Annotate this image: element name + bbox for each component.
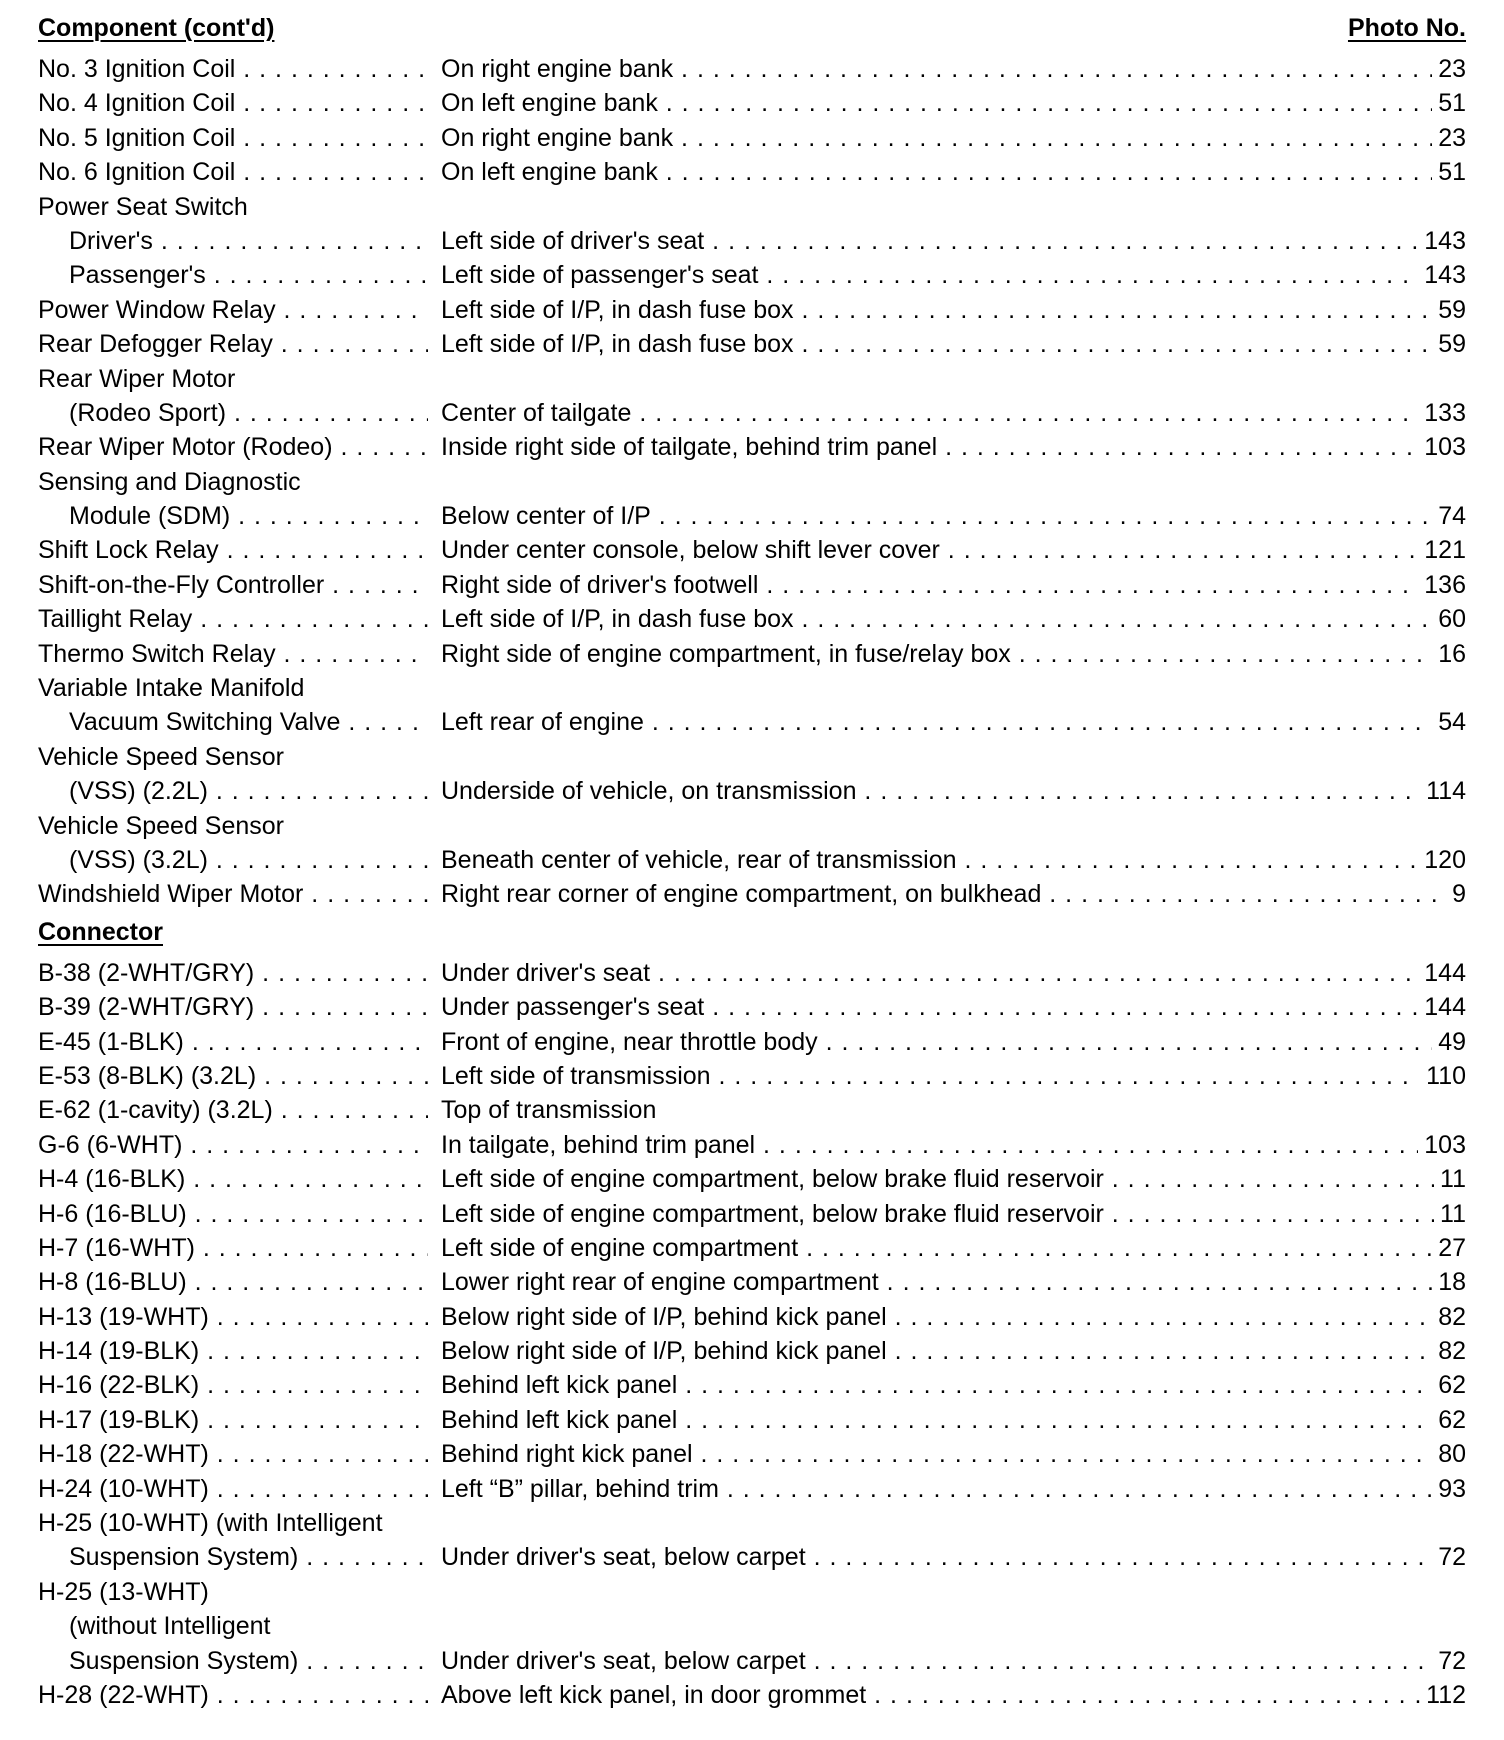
photo-number: 11	[1434, 1197, 1466, 1231]
connector-row	[38, 956, 1466, 990]
photo-number: 9	[1446, 877, 1466, 911]
connector-row	[38, 1575, 1466, 1609]
connector-list	[38, 956, 1466, 1713]
item-location: Behind left kick panel . . .	[441, 1403, 1466, 1437]
item-location: Left side of engine compartment, below brake fluid reservoir . . .	[441, 1162, 1466, 1196]
component-row	[38, 224, 1466, 258]
item-name: (Rodeo Sport) . . .	[69, 396, 428, 430]
item-location: Left side of engine compartment, below brake fluid reservoir . . .	[441, 1197, 1466, 1231]
item-name: Rear Wiper Motor	[38, 364, 236, 393]
item-location: Left “B” pillar, behind trim . . .	[441, 1472, 1466, 1506]
photo-number: 23	[1432, 52, 1466, 86]
item-name: H-4 (16-BLK) . . .	[38, 1162, 428, 1196]
item-name: Suspension System) . . .	[69, 1644, 428, 1678]
item-location: On right engine bank . . .	[441, 121, 1466, 155]
photo-number: 51	[1432, 155, 1466, 189]
connector-row	[38, 1609, 1466, 1643]
photo-number: 121	[1418, 533, 1466, 567]
item-name: Shift-on-the-Fly Controller . . .	[38, 568, 428, 602]
item-name: H-8 (16-BLU) . . .	[38, 1265, 428, 1299]
photo-number: 110	[1420, 1059, 1466, 1093]
photo-number: 136	[1418, 568, 1466, 602]
item-location: Left side of I/P, in dash fuse box . . .	[441, 602, 1466, 636]
item-location: Under center console, below shift lever cover . . .	[441, 533, 1466, 567]
item-location: In tailgate, behind trim panel . . .	[441, 1128, 1466, 1162]
component-row	[38, 258, 1466, 292]
photo-number: 62	[1432, 1403, 1466, 1437]
table-header	[38, 14, 1466, 52]
component-row	[38, 568, 1466, 602]
document-page	[38, 14, 1466, 1712]
connector-row	[38, 1300, 1466, 1334]
item-name: B-38 (2-WHT/GRY) . . .	[38, 956, 428, 990]
photo-number: 60	[1432, 602, 1466, 636]
photo-number: 54	[1432, 705, 1466, 739]
connector-row	[38, 1197, 1466, 1231]
connector-row	[38, 1368, 1466, 1402]
photo-number: 143	[1418, 258, 1466, 292]
item-location: Underside of vehicle, on transmission . . .	[441, 774, 1466, 808]
connector-heading: Connector	[38, 917, 163, 946]
item-name: Variable Intake Manifold	[38, 674, 305, 703]
item-name: H-13 (19-WHT) . . .	[38, 1300, 428, 1334]
item-name: Windshield Wiper Motor . . .	[38, 877, 428, 911]
photo-number: 27	[1432, 1231, 1466, 1265]
component-row	[38, 809, 1466, 843]
photo-number: 59	[1432, 293, 1466, 327]
item-location: Left rear of engine . . .	[441, 705, 1466, 739]
item-location: Top of transmission	[441, 1096, 657, 1125]
item-name: H-28 (22-WHT) . . .	[38, 1678, 428, 1712]
component-row	[38, 465, 1466, 499]
photo-number: 72	[1432, 1540, 1466, 1574]
item-name: Rear Defogger Relay . . .	[38, 327, 428, 361]
item-location: Left side of driver's seat . . .	[441, 224, 1466, 258]
item-location: On left engine bank . . .	[441, 86, 1466, 120]
item-name: Power Window Relay . . .	[38, 293, 428, 327]
item-location: Lower right rear of engine compartment . . .	[441, 1265, 1466, 1299]
item-location: Beneath center of vehicle, rear of transmission . . .	[441, 843, 1466, 877]
component-row	[38, 877, 1466, 911]
item-name: Sensing and Diagnostic	[38, 467, 301, 496]
item-location: Below right side of I/P, behind kick panel . . .	[441, 1334, 1466, 1368]
item-location: Front of engine, near throttle body . . .	[441, 1025, 1466, 1059]
photo-number: 144	[1418, 956, 1466, 990]
component-row	[38, 327, 1466, 361]
item-name: H-16 (22-BLK) . . .	[38, 1368, 428, 1402]
connector-row	[38, 1506, 1466, 1540]
item-name: No. 3 Ignition Coil . . .	[38, 52, 428, 86]
photo-number: 72	[1432, 1644, 1466, 1678]
item-name: Vehicle Speed Sensor	[38, 742, 285, 771]
item-name: Vacuum Switching Valve . . .	[69, 705, 428, 739]
component-row	[38, 533, 1466, 567]
item-location: Right rear corner of engine compartment, on bulkhead . . .	[441, 877, 1466, 911]
item-name: H-24 (10-WHT) . . .	[38, 1472, 428, 1506]
item-name: Vehicle Speed Sensor	[38, 811, 285, 840]
photo-number: 103	[1418, 430, 1466, 464]
item-name: H-25 (13-WHT)	[38, 1577, 209, 1606]
connector-row	[38, 1265, 1466, 1299]
item-name: H-25 (10-WHT) (with Intelligent	[38, 1509, 383, 1538]
item-name: Module (SDM) . . .	[69, 499, 428, 533]
item-location: Left side of I/P, in dash fuse box . . .	[441, 327, 1466, 361]
item-name: H-14 (19-BLK) . . .	[38, 1334, 428, 1368]
item-name: Rear Wiper Motor (Rodeo) . . .	[38, 430, 428, 464]
photo-number: 143	[1418, 224, 1466, 258]
photo-number: 144	[1418, 990, 1466, 1024]
component-row	[38, 843, 1466, 877]
item-location: Right side of engine compartment, in fuse/relay box . . .	[441, 637, 1466, 671]
item-name: E-53 (8-BLK) (3.2L) . . .	[38, 1059, 428, 1093]
component-row	[38, 396, 1466, 430]
photo-number: 114	[1420, 774, 1466, 808]
component-row	[38, 637, 1466, 671]
photo-number: 80	[1432, 1437, 1466, 1471]
photo-number: 120	[1418, 843, 1466, 877]
item-name: Thermo Switch Relay . . .	[38, 637, 428, 671]
connector-row	[38, 1403, 1466, 1437]
item-name: (VSS) (3.2L) . . .	[69, 843, 428, 877]
connector-row	[38, 1059, 1466, 1093]
component-row	[38, 740, 1466, 774]
component-row	[38, 671, 1466, 705]
component-row	[38, 362, 1466, 396]
item-name: (without Intelligent	[69, 1612, 271, 1641]
item-name: No. 5 Ignition Coil . . .	[38, 121, 428, 155]
connector-row	[38, 1231, 1466, 1265]
item-name: Taillight Relay . . .	[38, 602, 428, 636]
photo-number: 74	[1432, 499, 1466, 533]
item-name: (VSS) (2.2L) . . .	[69, 774, 428, 808]
item-location: Below center of I/P . . .	[441, 499, 1466, 533]
item-location: Under driver's seat, below carpet . . .	[441, 1644, 1466, 1678]
connector-row	[38, 1025, 1466, 1059]
item-location: Above left kick panel, in door grommet . . .	[441, 1678, 1466, 1712]
connector-row	[38, 1162, 1466, 1196]
item-location: Behind right kick panel . . .	[441, 1437, 1466, 1471]
connector-row	[38, 1128, 1466, 1162]
component-row	[38, 86, 1466, 120]
item-location: On left engine bank . . .	[441, 155, 1466, 189]
component-row	[38, 774, 1466, 808]
connector-row	[38, 1540, 1466, 1574]
item-name: H-6 (16-BLU) . . .	[38, 1197, 428, 1231]
connector-row	[38, 1678, 1466, 1712]
item-name: B-39 (2-WHT/GRY) . . .	[38, 990, 428, 1024]
photo-number: 16	[1432, 637, 1466, 671]
item-location: Left side of transmission . . .	[441, 1059, 1466, 1093]
component-row	[38, 155, 1466, 189]
component-row	[38, 121, 1466, 155]
connector-section-title	[38, 918, 1466, 956]
photo-number: 112	[1420, 1678, 1466, 1712]
connector-row	[38, 1334, 1466, 1368]
item-name: H-17 (19-BLK) . . .	[38, 1403, 428, 1437]
item-location: On right engine bank . . .	[441, 52, 1466, 86]
photo-number: 59	[1432, 327, 1466, 361]
photo-number: 133	[1418, 396, 1466, 430]
item-location: Under driver's seat, below carpet . . .	[441, 1540, 1466, 1574]
connector-row	[38, 1093, 1466, 1127]
connector-row	[38, 990, 1466, 1024]
item-location: Under passenger's seat . . .	[441, 990, 1466, 1024]
component-row	[38, 499, 1466, 533]
item-name: Driver's . . .	[69, 224, 428, 258]
component-row	[38, 52, 1466, 86]
connector-row	[38, 1437, 1466, 1471]
component-list	[38, 52, 1466, 912]
photo-number: 82	[1432, 1300, 1466, 1334]
item-name: Shift Lock Relay . . .	[38, 533, 428, 567]
item-name: E-45 (1-BLK) . . .	[38, 1025, 428, 1059]
photo-number: 18	[1432, 1265, 1466, 1299]
component-header: Component (cont'd)	[38, 14, 275, 42]
item-name: H-7 (16-WHT) . . .	[38, 1231, 428, 1265]
component-row	[38, 190, 1466, 224]
component-row	[38, 602, 1466, 636]
photo-number: 103	[1418, 1128, 1466, 1162]
photo-number: 62	[1432, 1368, 1466, 1402]
photo-number: 49	[1432, 1025, 1466, 1059]
item-location: Center of tailgate . . .	[441, 396, 1466, 430]
item-location: Under driver's seat . . .	[441, 956, 1466, 990]
item-location: Right side of driver's footwell . . .	[441, 568, 1466, 602]
item-location: Left side of passenger's seat . . .	[441, 258, 1466, 292]
item-location: Left side of engine compartment . . .	[441, 1231, 1466, 1265]
component-row	[38, 430, 1466, 464]
component-row	[38, 293, 1466, 327]
component-row	[38, 705, 1466, 739]
item-name: Passenger's . . .	[69, 258, 428, 292]
photo-number: 23	[1432, 121, 1466, 155]
photo-number: 51	[1432, 86, 1466, 120]
item-name: G-6 (6-WHT) . . .	[38, 1128, 428, 1162]
item-name: Suspension System) . . .	[69, 1540, 428, 1574]
item-name: H-18 (22-WHT) . . .	[38, 1437, 428, 1471]
photo-number-header: Photo No.	[1347, 14, 1466, 42]
connector-row	[38, 1644, 1466, 1678]
item-name: E-62 (1-cavity) (3.2L) . . .	[38, 1093, 428, 1127]
item-location: Below right side of I/P, behind kick panel . . .	[441, 1300, 1466, 1334]
item-location: Behind left kick panel . . .	[441, 1368, 1466, 1402]
photo-number: 93	[1432, 1472, 1466, 1506]
item-location: Inside right side of tailgate, behind trim panel . . .	[441, 430, 1466, 464]
item-name: Power Seat Switch	[38, 192, 248, 221]
item-name: No. 6 Ignition Coil . . .	[38, 155, 428, 189]
connector-row	[38, 1472, 1466, 1506]
photo-number: 11	[1434, 1162, 1466, 1196]
item-location: Left side of I/P, in dash fuse box . . .	[441, 293, 1466, 327]
photo-number: 82	[1432, 1334, 1466, 1368]
item-name: No. 4 Ignition Coil . . .	[38, 86, 428, 120]
